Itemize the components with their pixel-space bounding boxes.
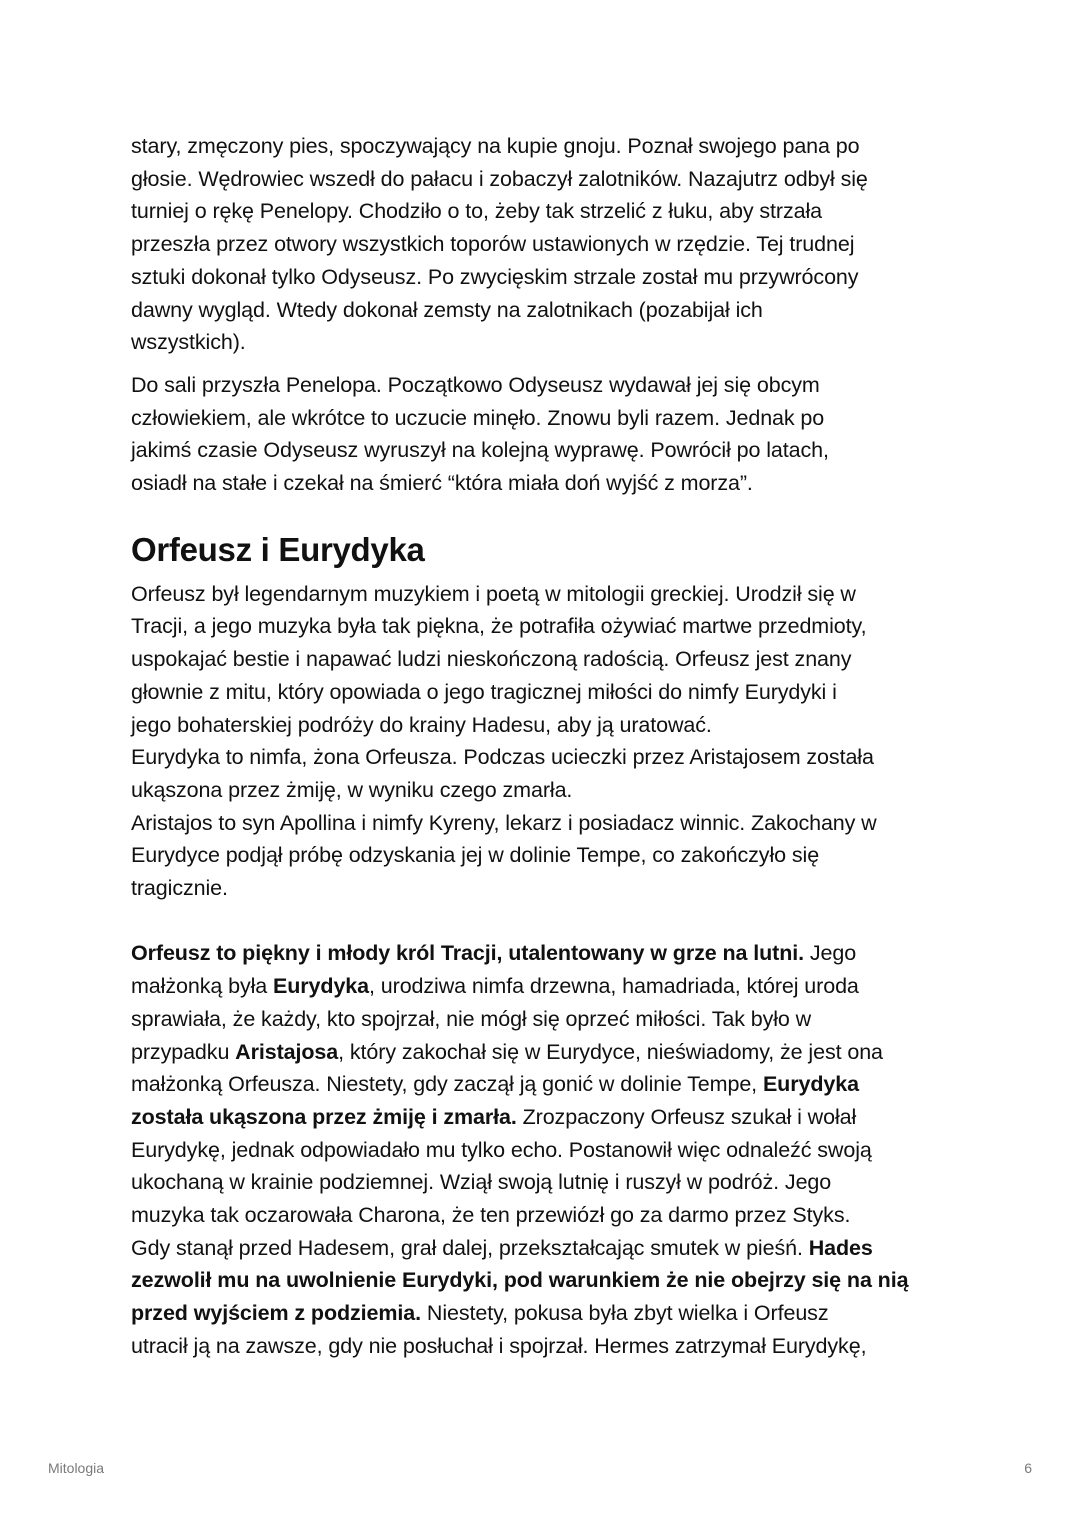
text-segment: Gdy stanął przed Hadesem, grał dalej, przekształcając smutek w pieśń.: [131, 1235, 809, 1260]
text-segment: , urodziwa nimfa drzewna, hamadriada, której uroda: [369, 974, 859, 999]
text-segment: muzyka tak oczarowała Charona, że ten przewiózł go za darmo przez Styks.: [131, 1203, 851, 1228]
text-line: Eurydyka to nimfa, żona Orfeusza. Podczas ucieczki przez Aristajosem została: [131, 745, 874, 770]
text-line: głosie. Wędrowiec wszedł do pałacu i zobaczył zalotników. Nazajutrz odbył się: [131, 166, 868, 191]
paragraph-intro: [131, 578, 961, 905]
text-line: dawny wygląd. Wtedy dokonał zemsty na zalotnikach (pozabijał ich: [131, 297, 763, 322]
text-line: stary, zmęczony pies, spoczywający na kupie gnoju. Poznał swojego pana po: [131, 134, 860, 158]
text-line: sztuki dokonał tylko Odyseusz. Po zwycięskim strzale został mu przywrócony: [131, 264, 859, 289]
text-line: przeszła przez otwory wszystkich toporów ustawionych w rzędzie. Tej trudnej: [131, 232, 855, 257]
bold-text: Eurydyka: [273, 974, 370, 999]
bold-text: została ukąszona przez żmiję i zmarła.: [131, 1104, 517, 1129]
text-line: [131, 1330, 961, 1363]
text-line: [131, 1264, 961, 1297]
text-line: Aristajos to syn Apollina i nimfy Kyreny, lekarz i posiadacz winnic. Zakochany w: [131, 810, 877, 835]
text-line: [131, 1036, 961, 1069]
paragraph-penelopa: [131, 369, 961, 500]
text-segment: Jego: [803, 941, 857, 966]
document-page: [131, 130, 961, 1363]
text-line: [131, 970, 961, 1003]
paragraph-odyseusz-return: [131, 130, 961, 359]
text-line: wszystkich).: [131, 330, 246, 355]
text-segment: Niestety, pokusa była zbyt wielka i Orfeusz: [421, 1301, 829, 1326]
paragraph-story: [131, 937, 961, 1362]
text-line: turniej o rękę Penelopy. Chodziło o to, żeby tak strzelić z łuku, aby strzała: [131, 199, 822, 224]
text-line: Orfeusz był legendarnym muzykiem i poetą w mitologii greckiej. Urodził się w: [131, 581, 856, 606]
footer-page-number: 6: [1024, 1460, 1032, 1476]
spacer: [131, 359, 961, 369]
text-segment: małżonką Orfeusza. Niestety, gdy zaczął ją gonić w dolinie Tempe,: [131, 1072, 763, 1097]
text-segment: przypadku: [131, 1039, 236, 1064]
text-line: Eurydyce podjął próbę odzyskania jej w dolinie Tempe, co zakończyło się: [131, 843, 820, 868]
text-line: [131, 1199, 961, 1232]
text-segment: sprawiała, że każdy, kto spojrzał, nie mógł się oprzeć miłości. Tak było w: [131, 1006, 812, 1031]
spacer: [131, 905, 961, 938]
text-line: [131, 937, 961, 970]
text-line: człowiekiem, ale wkrótce to uczucie minęło. Znowu byli razem. Jednak po: [131, 405, 825, 430]
text-line: jego bohaterskiej podróży do krainy Hadesu, aby ją uratować.: [131, 712, 712, 737]
text-line: tragicznie.: [131, 876, 228, 901]
text-line: Do sali przyszła Penelopa. Początkowo Odyseusz wydawał jej się obcym: [131, 372, 820, 397]
text-line: osiadł na stałe i czekał na śmierć “która miała doń wyjść z morza”.: [131, 471, 753, 496]
text-line: [131, 1134, 961, 1167]
text-line: uspokajać bestie i napawać ludzi nieskończoną radością. Orfeusz jest znany: [131, 647, 852, 672]
bold-text: Eurydyka: [762, 1072, 859, 1097]
section-heading: Orfeusz i Eurydyka: [131, 530, 425, 568]
bold-text: Orfeusz to piękny i młody król Tracji, utalentowany w grze na lutni.: [131, 941, 804, 966]
text-segment: Zrozpaczony Orfeusz szukał i wołał: [516, 1104, 857, 1129]
text-line: [131, 1003, 961, 1036]
spacer: [131, 500, 961, 530]
spacer: [131, 570, 961, 578]
text-line: [131, 1101, 961, 1134]
text-segment: ukochaną w krainie podziemnej. Wziął swoją lutnię i ruszył w podróż. Jego: [131, 1170, 832, 1195]
bold-text: przed wyjściem z podziemia.: [131, 1301, 422, 1326]
text-line: [131, 1068, 961, 1101]
text-line: [131, 1297, 961, 1330]
bold-text: zezwolił mu na uwolnienie Eurydyki, pod warunkiem że nie obejrzy się na nią: [131, 1268, 909, 1293]
bold-text: Aristajosa: [235, 1039, 339, 1064]
text-segment: małżonką była: [131, 974, 274, 999]
text-line: Tracji, a jego muzyka była tak piękna, że potrafiła ożywiać martwe przedmioty,: [131, 614, 867, 639]
text-line: [131, 1166, 961, 1199]
bold-text: Hades: [808, 1235, 873, 1260]
text-segment: Eurydykę, jednak odpowiadało mu tylko echo. Postanowił więc odnaleźć swoją: [131, 1137, 872, 1162]
text-line: jakimś czasie Odyseusz wyruszył na kolejną wyprawę. Powrócił po latach,: [131, 438, 829, 463]
text-line: ukąszona przez żmiję, w wyniku czego zmarła.: [131, 777, 573, 802]
text-segment: , który zakochał się w Eurydyce, nieświadomy, że jest ona: [338, 1039, 883, 1064]
text-line: głownie z mitu, który opowiada o jego tragicznej miłości do nimfy Eurydyki i: [131, 679, 837, 704]
footer-document-title: Mitologia: [48, 1460, 105, 1476]
text-line: [131, 1232, 961, 1265]
text-segment: utracił ją na zawsze, gdy nie posłuchał i spojrzał. Hermes zatrzymał Eurydykę,: [131, 1333, 867, 1358]
